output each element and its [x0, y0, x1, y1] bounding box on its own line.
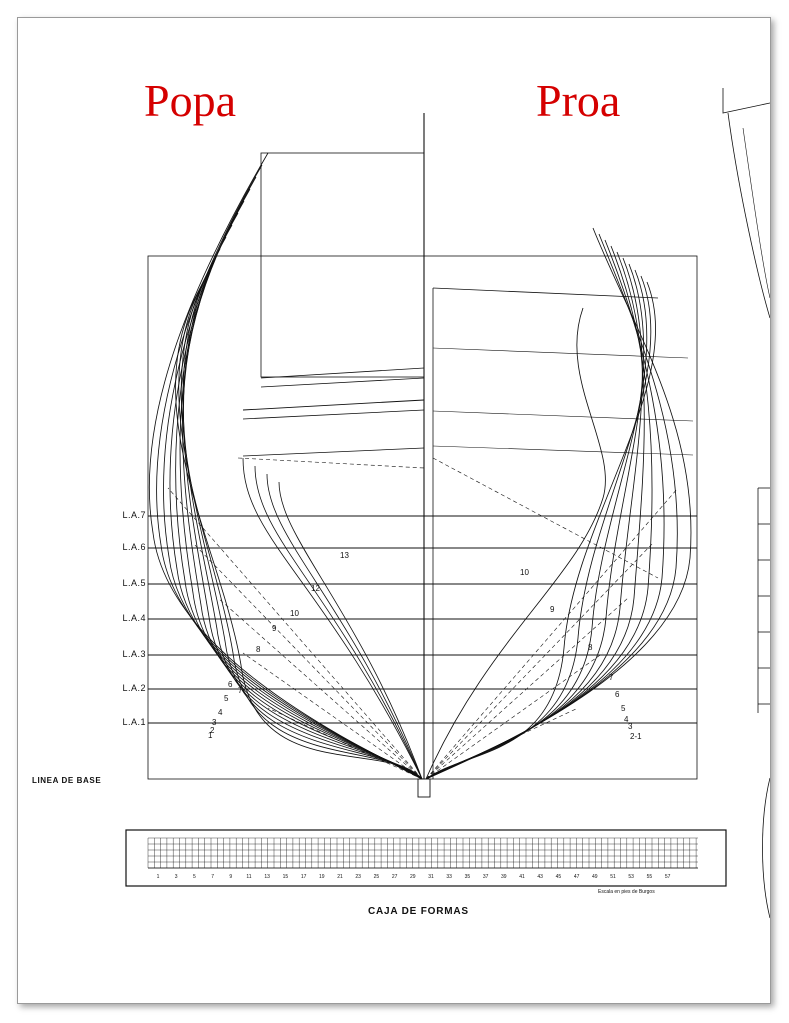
scale-tick-label: 35	[464, 874, 471, 880]
scale-tick-label: 53	[628, 874, 634, 880]
bow-diagonal-top	[433, 458, 658, 578]
scale-tick-label: 45	[555, 874, 562, 880]
bow-station-5	[426, 252, 644, 779]
scale-tick-label: 29	[410, 874, 416, 880]
bow-station-label: 2-1	[630, 732, 642, 741]
baseline-label: LINEA DE BASE	[32, 776, 102, 785]
scale-tick-label: 3	[174, 874, 178, 880]
deck-line-stern-2	[243, 410, 424, 419]
stern-diagonal-3	[218, 598, 422, 779]
stern-station-label: 7	[238, 686, 243, 695]
bow-station-label: 4	[624, 715, 629, 724]
scale-tick-label: 1	[156, 874, 160, 880]
scale-tick-label: 25	[373, 874, 380, 880]
waterline-label: L.A.4	[122, 613, 146, 623]
stern-station-label: 9	[272, 624, 277, 633]
scale-tick-label: 9	[229, 874, 233, 880]
stern-header: Popa	[144, 75, 236, 126]
waterline-label: L.A.6	[122, 542, 146, 552]
stern-station-label: 2	[210, 726, 215, 735]
bow-station-label: 10	[520, 568, 529, 577]
stern-station-8	[183, 237, 422, 779]
stern-inner-2	[255, 466, 422, 779]
scale-tick-label: 21	[337, 874, 343, 880]
waterline-label: L.A.3	[122, 649, 146, 659]
stern-station-9	[183, 249, 422, 779]
scale-tick-label: 23	[355, 874, 361, 880]
scale-tick-label: 17	[300, 874, 307, 880]
stern-station-label: 1	[208, 731, 213, 740]
scale-tick-label: 7	[211, 874, 214, 880]
stern-station-label: 12	[311, 584, 320, 593]
bow-diagonal-3	[426, 598, 628, 779]
side-view-fragment-3	[743, 128, 770, 298]
waterline-label: L.A.1	[122, 717, 146, 727]
scale-tick-label: 11	[246, 874, 252, 880]
scale-tick-label: 31	[428, 874, 434, 880]
stern-station-label: 4	[218, 708, 223, 717]
transom-outline	[261, 153, 424, 377]
drawing-sheet	[17, 17, 771, 1004]
side-view-fragment-2	[728, 113, 770, 318]
bow-deck-3	[433, 446, 693, 455]
waterline-label: L.A.2	[122, 683, 146, 693]
scale-tick-label: 49	[592, 874, 598, 880]
bow-diagonal-4	[426, 653, 603, 779]
scale-tick-label: 33	[446, 874, 452, 880]
bow-station-11	[426, 308, 605, 779]
bow-station-label: 6	[615, 690, 620, 699]
bow-station-label: 5	[621, 704, 626, 713]
stern-station-label: 10	[290, 609, 299, 618]
scale-note: Escala en pies de Burgos	[598, 889, 655, 895]
bow-station-label: 9	[550, 605, 555, 614]
side-view-fragment-4	[763, 778, 771, 918]
scale-tick-label: 5	[193, 874, 196, 880]
stern-diagonal-4	[243, 653, 422, 779]
scale-tick-label: 37	[482, 874, 489, 880]
stern-station-label: 8	[256, 645, 261, 654]
stern-station-7	[183, 225, 422, 779]
bow-station-1	[426, 228, 691, 779]
bow-station-label: 8	[588, 643, 593, 652]
stern-station-label: 6	[228, 680, 233, 689]
scale-tick-label: 43	[537, 874, 543, 880]
scale-tick-label: 55	[646, 874, 653, 880]
waterline-label: L.A.5	[122, 578, 146, 588]
bow-header: Proa	[536, 75, 621, 126]
bow-station-3	[426, 240, 664, 779]
stern-diagonal-top	[238, 458, 424, 468]
scale-tick-label: 47	[573, 874, 580, 880]
scale-tick-label: 13	[264, 874, 270, 880]
stern-station-label: 13	[340, 551, 349, 560]
deck-line-stern	[243, 400, 424, 410]
lower-deck-stern	[243, 448, 424, 456]
bow-station-9	[426, 276, 651, 779]
transom-rail-1	[261, 368, 424, 378]
stern-station-label: 3	[212, 718, 217, 727]
bow-deck-2	[433, 411, 693, 421]
stern-station-11	[179, 273, 422, 779]
scale-tick-label: 19	[319, 874, 325, 880]
frame-box	[148, 256, 697, 779]
scale-tick-label: 41	[519, 874, 525, 880]
scale-tick-label: 51	[610, 874, 616, 880]
stern-station-1	[149, 153, 422, 779]
bow-station-label: 3	[628, 722, 633, 731]
bow-station-6	[426, 258, 642, 779]
transom-rail-2	[261, 378, 424, 387]
bow-station-4	[426, 246, 652, 779]
bow-station-8	[426, 270, 647, 779]
scale-tick-label: 15	[282, 874, 289, 880]
caption: CAJA DE FORMAS	[368, 906, 469, 917]
scale-tick-label: 27	[391, 874, 398, 880]
stern-station-label: 5	[224, 694, 229, 703]
scale-tick-label: 39	[501, 874, 507, 880]
stern-diagonal-1	[168, 488, 422, 779]
bow-station-label: 7	[609, 673, 614, 682]
scale-tick-label: 57	[664, 874, 671, 880]
side-view-fragment-1	[723, 88, 770, 113]
keel-block	[418, 779, 430, 797]
waterline-label: L.A.7	[122, 510, 146, 520]
bow-diagonal-2	[426, 543, 653, 779]
